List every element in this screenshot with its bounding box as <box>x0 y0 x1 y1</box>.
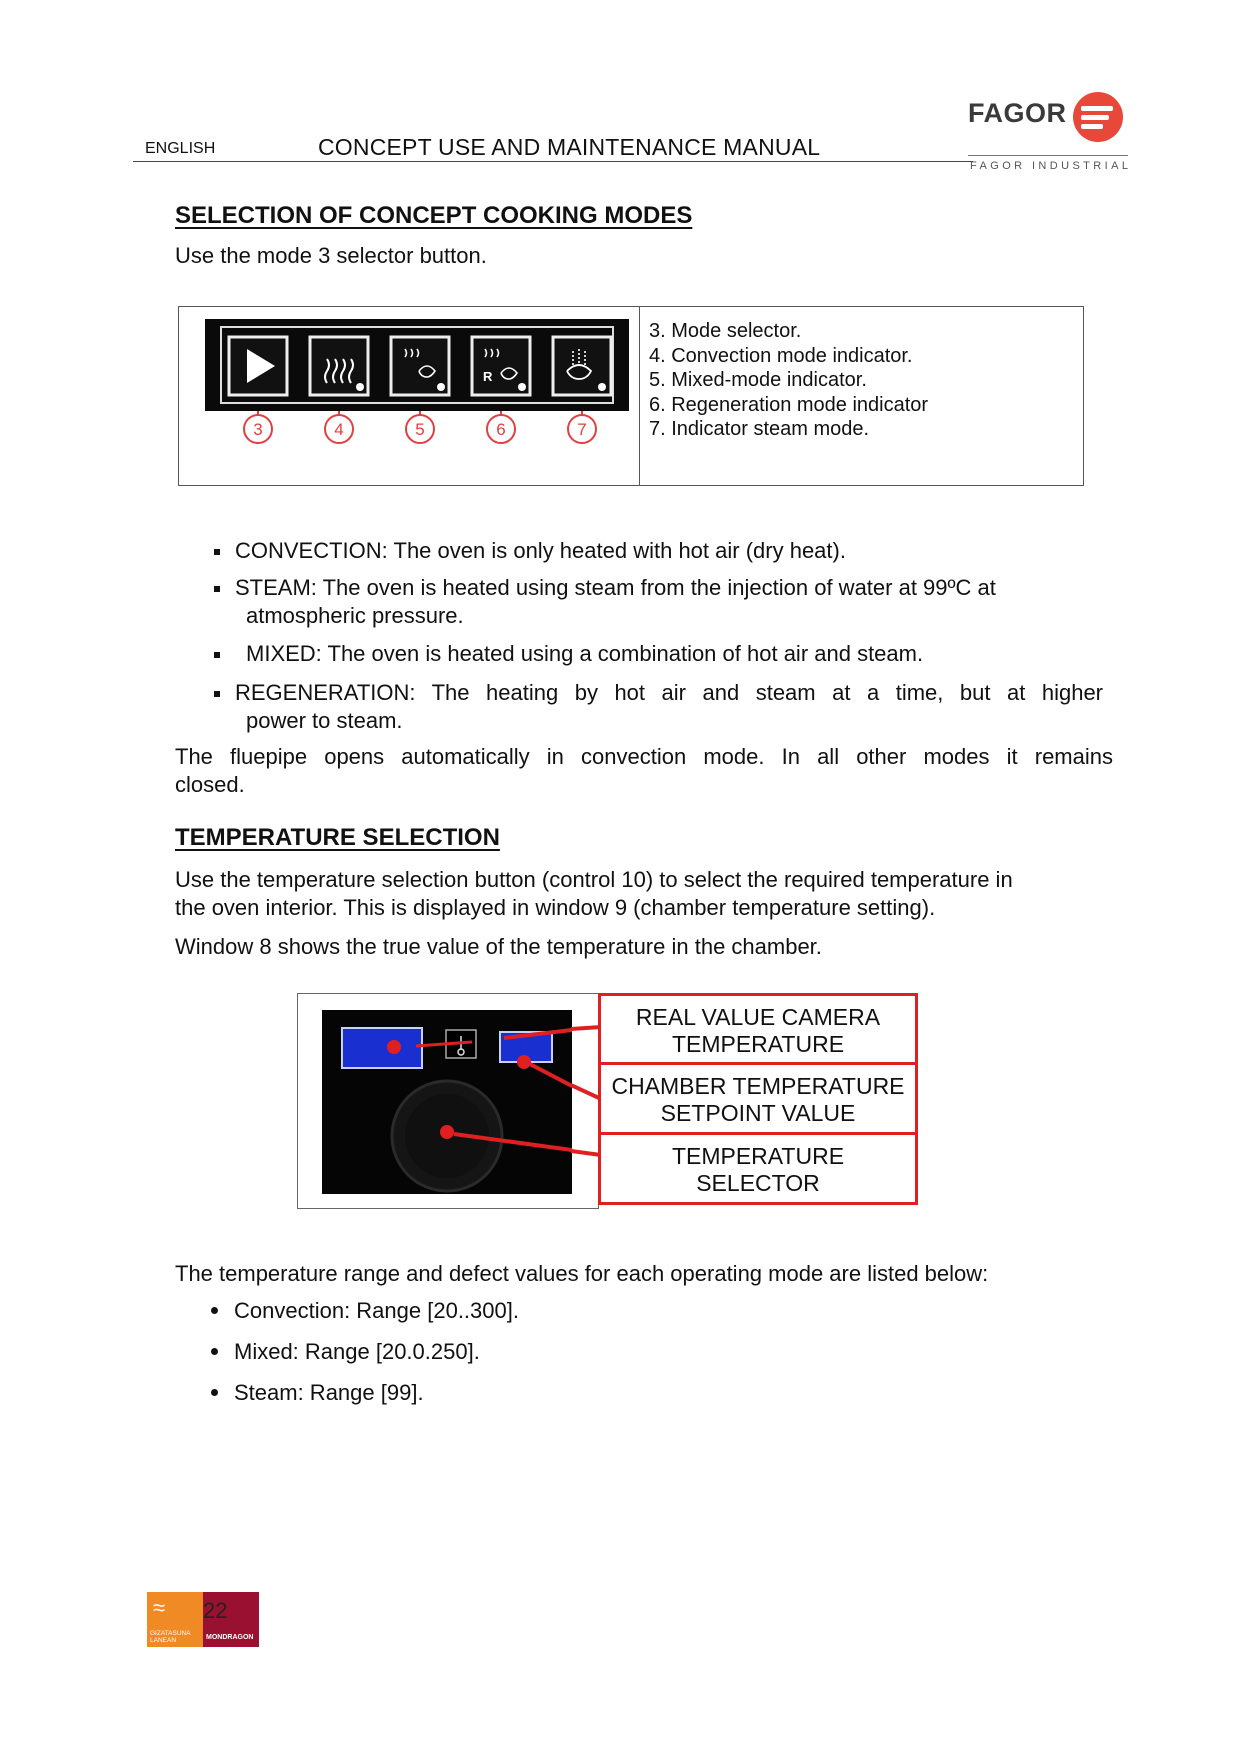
bullet-square <box>214 549 220 555</box>
header-divider <box>133 161 973 162</box>
fagor-emblem-icon <box>1073 92 1123 142</box>
control-panel-figure <box>178 306 1084 486</box>
cooperative-icon: ≈ <box>153 1595 166 1620</box>
fluepipe-text: The fluepipe opens automatically in convection mode. In all other modes it remains <box>175 744 1113 769</box>
section-heading-temperature: TEMPERATURE SELECTION <box>175 824 500 851</box>
bullet-square <box>214 652 220 658</box>
brand-subtitle: FAGOR INDUSTRIAL <box>970 160 1132 172</box>
convection-icon <box>310 337 368 395</box>
figure-divider <box>639 307 640 485</box>
mixed-mode-icon <box>391 337 449 395</box>
steam-mode-icon <box>553 337 611 395</box>
bullet-regeneration-cont: power to steam. <box>246 708 403 733</box>
bullet-steam: STEAM: The oven is heated using steam from the injection of water at 99ºC at <box>235 575 996 600</box>
bullet-regeneration: REGENERATION: The heating by hot air and steam at a time, but at higher <box>235 680 1103 705</box>
bullet-dot <box>211 1389 218 1396</box>
temperature-para-line1: Use the temperature selection button (control 10) to select the required temperature in <box>175 867 1013 892</box>
legend-item: 5. Mixed-mode indicator. <box>649 369 867 391</box>
language-label: ENGLISH <box>145 140 216 157</box>
label-chamber-setpoint: CHAMBER TEMPERATURE SETPOINT VALUE <box>598 1062 918 1135</box>
temperature-panel-image <box>322 1010 572 1194</box>
callout-5: 5 <box>415 420 425 439</box>
legend-item: 7. Indicator steam mode. <box>649 418 870 440</box>
panel-legend <box>649 319 928 442</box>
callout-4: 4 <box>334 420 344 439</box>
range-intro: The temperature range and defect values for each operating mode are listed below: <box>175 1261 989 1286</box>
bullet-square <box>214 586 220 592</box>
bullet-dot <box>211 1348 218 1355</box>
fluepipe-text-cont: closed. <box>175 772 245 797</box>
bullet-dot <box>211 1307 218 1314</box>
mondragon-logo: ≈ GIZATASUNA LANEAN MONDRAGON 22 <box>147 1592 259 1647</box>
fagor-logo <box>968 88 1138 178</box>
bullet-steam-cont: atmospheric pressure. <box>246 603 464 628</box>
section-intro: Use the mode 3 selector button. <box>175 243 487 268</box>
legend-item: 6. Regeneration mode indicator <box>649 393 929 416</box>
temperature-controls-figure <box>297 993 924 1209</box>
control-panel-image <box>205 319 629 459</box>
mode-selector-button <box>229 337 287 395</box>
section-heading-cooking-modes: SELECTION OF CONCEPT COOKING MODES <box>175 202 693 229</box>
legend-item: 3. Mode selector. <box>649 320 802 342</box>
temperature-panel-frame <box>297 993 599 1209</box>
window8-text: Window 8 shows the true value of the temperature in the chamber. <box>175 934 822 959</box>
regeneration-mode-icon <box>472 337 530 395</box>
callout-6: 6 <box>496 420 506 439</box>
temperature-para-line2: the oven interior. This is displayed in window 9 (chamber temperature setting). <box>175 895 936 920</box>
manual-title: CONCEPT USE AND MAINTENANCE MANUAL <box>318 134 821 160</box>
bullet-square <box>214 691 220 697</box>
range-convection: Convection: Range [20..300]. <box>234 1298 519 1323</box>
bullet-mixed: MIXED: The oven is heated using a combination of hot air and steam. <box>246 641 924 666</box>
brand-name: FAGOR <box>968 98 1067 128</box>
label-temperature-selector: TEMPERATURE SELECTOR <box>598 1132 918 1205</box>
callout-3: 3 <box>253 420 263 439</box>
range-mixed: Mixed: Range [20.0.250]. <box>234 1339 480 1364</box>
callout-7: 7 <box>577 420 587 439</box>
svg-text:R: R <box>483 369 493 384</box>
real-temperature-display <box>342 1028 422 1068</box>
legend-item: 4. Convection mode indicator. <box>649 344 913 367</box>
range-steam: Steam: Range [99]. <box>234 1380 424 1405</box>
page-number: 22 <box>203 1598 228 1623</box>
label-real-value-temperature: REAL VALUE CAMERA TEMPERATURE <box>598 993 918 1065</box>
bullet-convection: CONVECTION: The oven is only heated with hot air (dry heat). <box>235 538 846 563</box>
